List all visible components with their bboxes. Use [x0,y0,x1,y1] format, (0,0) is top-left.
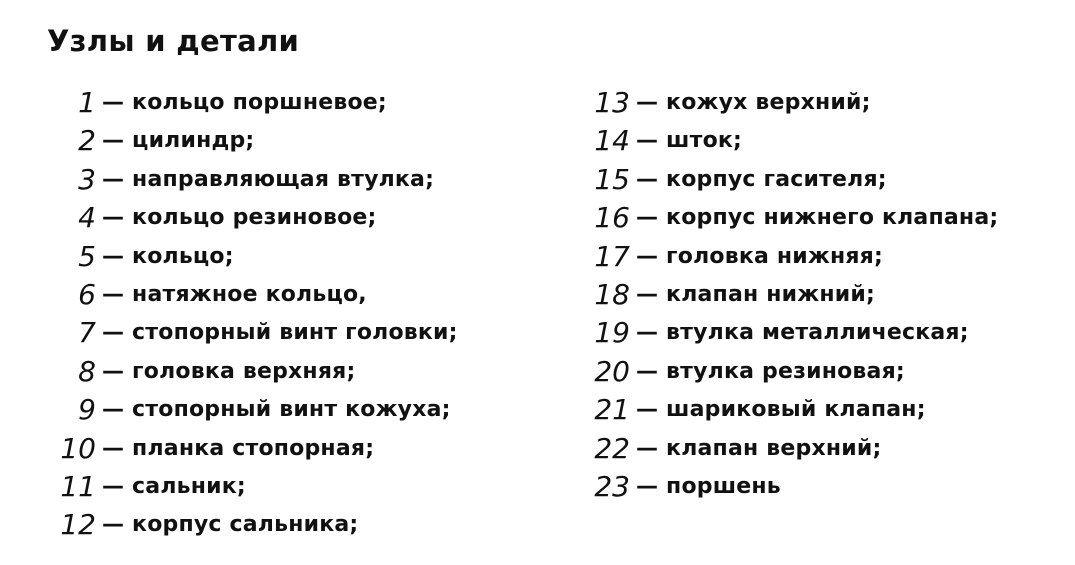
item-number: 12 [60,508,96,542]
item-number: 3 [78,162,96,196]
item-text: — кольцо резиновое; [102,205,377,231]
item-number: 8 [78,354,96,388]
item-number: 1 [78,86,96,119]
item-number: 10 [60,431,96,465]
item-number: 6 [78,277,96,311]
item-number: 21 [594,393,630,427]
item-number: 17 [594,239,630,273]
item-text: — головка нижняя; [636,243,884,269]
item-text: — корпус нижнего клапана; [636,205,999,231]
item-number: 19 [594,316,630,350]
item-number: 4 [78,201,96,235]
item-text: — корпус сальника; [102,512,359,538]
item-text: — корпус гасителя; [636,166,887,192]
item-text: — клапан нижний; [636,281,875,307]
item-text: — кольцо поршневое; [102,90,387,115]
item-number: 14 [594,124,630,158]
item-text: — направляющая втулка; [102,166,435,192]
item-number: 11 [60,469,96,503]
item-text: — шток; [636,128,743,154]
page-title: Узлы и детали [47,24,300,58]
item-text: — планка стопорная; [102,435,375,461]
item-text: — сальник; [102,473,246,499]
item-text: — кожух верхний; [636,90,871,115]
item-text: — натяжное кольцо, [102,281,367,307]
item-text: — клапан верхний; [636,435,882,461]
item-text: — головка верхняя; [102,358,356,384]
item-number: 5 [78,239,96,273]
item-number: 13 [594,86,630,119]
item-number: 7 [78,316,96,350]
item-text: — втулка резиновая; [636,358,905,384]
item-text: — стопорный винт кожуха; [102,397,451,423]
item-text: — поршень [636,473,781,499]
item-text: — цилиндр; [102,128,255,154]
item-number: 9 [78,393,96,427]
item-text: — шариковый клапан; [636,397,926,423]
item-text: — стопорный винт головки; [102,320,458,346]
item-number: 23 [594,469,630,503]
item-number: 18 [594,277,630,311]
item-number: 22 [594,431,630,465]
item-number: 20 [594,354,630,388]
item-text: — кольцо; [102,243,234,269]
item-number: 15 [594,162,630,196]
item-number: 16 [594,201,630,235]
item-text: — втулка металлическая; [636,320,969,346]
item-number: 2 [78,124,96,158]
